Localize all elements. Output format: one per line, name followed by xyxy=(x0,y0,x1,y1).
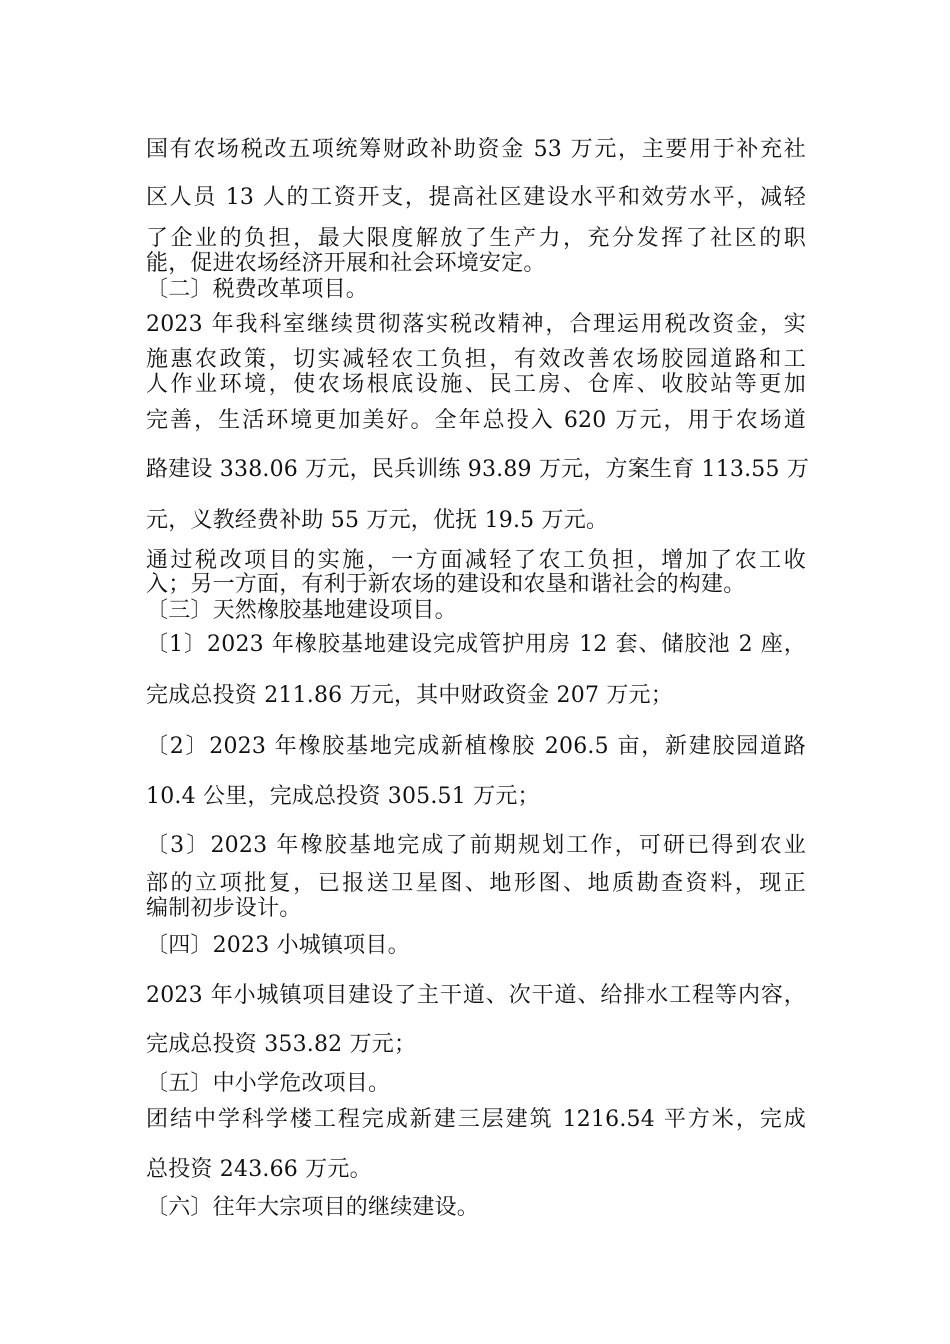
section-heading: 〔二〕税费改革项目。 xyxy=(146,277,369,302)
text-line: 2023 年小城镇项目建设了主干道、次干道、给排水工程等内容， xyxy=(146,983,806,1008)
text-line: 区人员 13 人的工资开支，提高社区建设水平和效劳水平，减轻 xyxy=(146,185,806,210)
text-line: 团结中学科学楼工程完成新建三层建筑 1216.54 平方米，完成 xyxy=(146,1107,806,1132)
text-line: 〔2〕2023 年橡胶基地完成新植橡胶 206.5 亩，新建胶园道路 xyxy=(146,734,806,759)
text-line: 国有农场税改五项统筹财政补助资金 53 万元，主要用于补充社 xyxy=(146,137,806,162)
text-line: 〔1〕2023 年橡胶基地建设完成管护用房 12 套、储胶池 2 座， xyxy=(146,632,806,657)
text-line: 元，义教经费补助 55 万元，优抚 19.5 万元。 xyxy=(146,508,609,533)
text-line: 完成总投资 353.82 万元； xyxy=(146,1032,417,1057)
text-line: 部的立项批复，已报送卫星图、地形图、地质勘查资料，现正 xyxy=(146,871,806,896)
section-heading: 〔三〕天然橡胶基地建设项目。 xyxy=(146,598,457,623)
section-heading: 〔五〕中小学危改项目。 xyxy=(146,1071,391,1096)
text-line: 入；另一方面，有利于新农场的建设和农垦和谐社会的构建。 xyxy=(146,572,746,597)
section-heading: 〔六〕往年大宗项目的继续建设。 xyxy=(146,1195,480,1220)
text-line: 施惠农政策，切实减轻农工负担，有效改善农场胶园道路和工 xyxy=(146,347,806,372)
text-line: 路建设 338.06 万元，民兵训练 93.89 万元，方案生育 113.55 万 xyxy=(146,457,810,482)
text-line: 总投资 243.66 万元。 xyxy=(146,1157,372,1182)
text-line: 完善，生活环境更加美好。全年总投入 620 万元，用于农场道 xyxy=(146,408,806,433)
section-heading: 〔四〕2023 小城镇项目。 xyxy=(146,933,410,958)
text-line: 2023 年我科室继续贯彻落实税改精神，合理运用税改资金，实 xyxy=(146,312,806,337)
text-line: 完成总投资 211.86 万元，其中财政资金 207 万元； xyxy=(146,683,673,708)
text-line: 能，促进农场经济开展和社会环境安定。 xyxy=(146,251,546,276)
text-line: 了企业的负担，最大限度解放了生产力，充分发挥了社区的职 xyxy=(146,226,806,251)
text-line: 人作业环境，使农场根底设施、民工房、仓库、收胶站等更加 xyxy=(146,372,806,397)
text-line: 〔3〕2023 年橡胶基地完成了前期规划工作，可研已得到农业 xyxy=(146,833,806,858)
text-line: 编制初步设计。 xyxy=(146,896,302,921)
text-line: 通过税改项目的实施，一方面减轻了农工负担，增加了农工收 xyxy=(146,548,806,573)
text-line: 10.4 公里，完成总投资 305.51 万元； xyxy=(146,784,540,809)
